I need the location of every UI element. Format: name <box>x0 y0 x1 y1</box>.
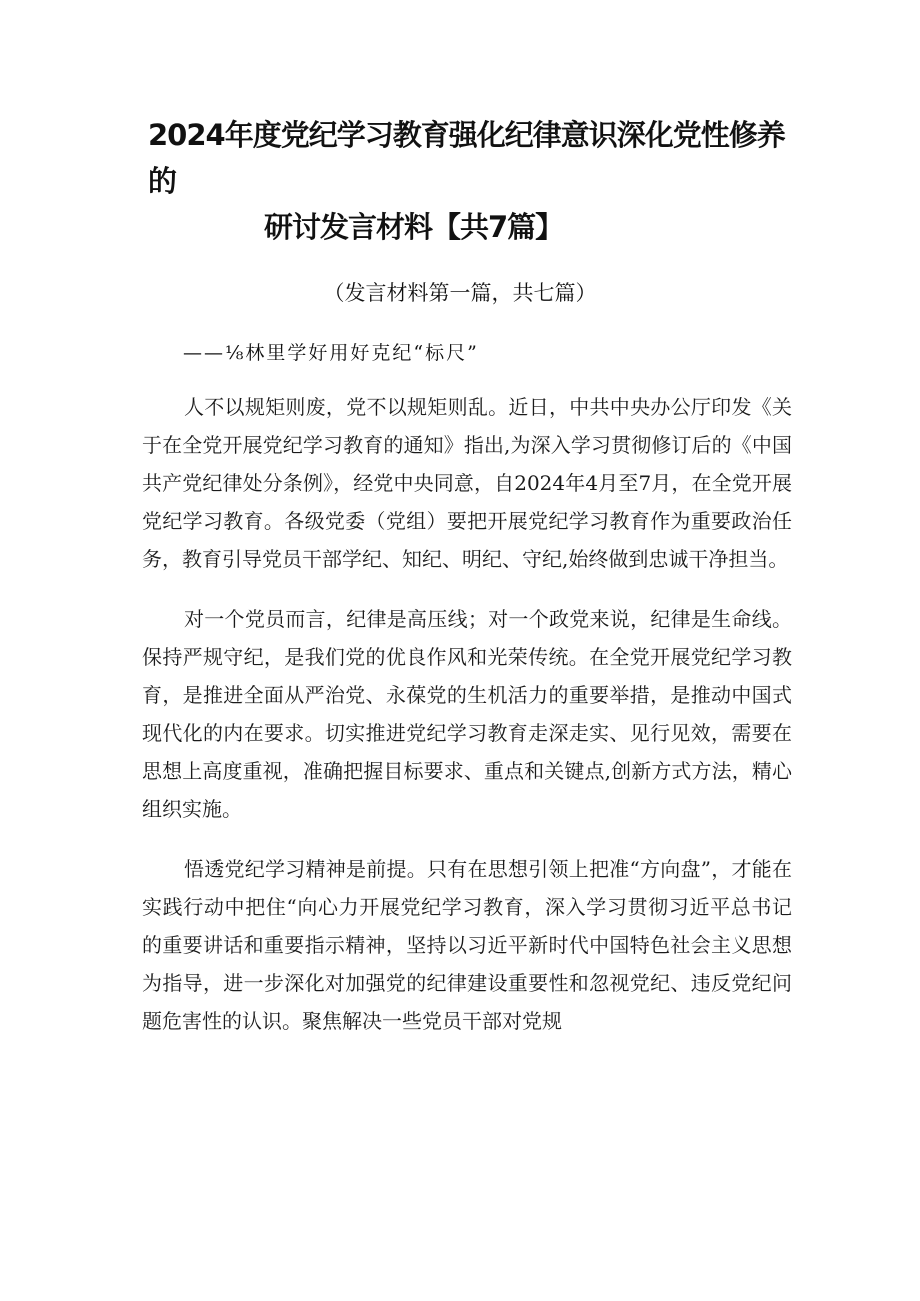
paragraph: 人不以规矩则废，党不以规矩则乱。近日，中共中央办公厅印发《关于在全党开展党纪学习教育的通知》指出,为深入学习贯彻修订后的《中国共产党纪律处分条例》，经党中央同意，自2024年4月至7月，在全党开展党纪学习教育。各级党委（党组）要把开展党纪学习教育作为重要政治任务，教育引导党员干部学纪、知纪、明纪、守纪,始终做到忠诚干净担当。 <box>142 395 792 571</box>
paragraph: 对一个党员而言，纪律是高压线；对一个政党来说，纪律是生命线。保持严规守纪，是我们党的优良作风和光荣传统。在全党开展党纪学习教育，是推进全面从严治党、永葆党的生机活力的重要举措，是推动中国式现代化的内在要求。切实推进党纪学习教育走深走实、见行见效，需要在思想上高度重视，准确把握目标要求、重点和关键点,创新方式方法，精心组织实施。 <box>142 607 792 821</box>
title-line-2: 研讨发言材料【共7篇】 <box>264 210 564 244</box>
section-heading: ——⅛林里学好用好克纪“标尺” <box>183 342 479 364</box>
paragraph: 悟透党纪学习精神是前提。只有在思想引领上把准“方向盘”，才能在实践行动中把住“向心力开展党纪学习教育，深入学习贯彻习近平总书记的重要讲话和重要指示精神，坚持以习近平新时代中国特色社会主义思想为指导，进一步深化对加强党的纪律建设重要性和忽视党纪、违反党纪问题危害性的认识。聚焦解决一些党员干部对党规 <box>142 857 792 1033</box>
document-title <box>148 112 808 250</box>
title-line-1: 2024年度党纪学习教育强化纪律意识深化党性修养的 <box>148 118 785 198</box>
body-text <box>142 388 792 1062</box>
section-subtitle: （发言材料第一篇，共七篇） <box>323 281 597 305</box>
